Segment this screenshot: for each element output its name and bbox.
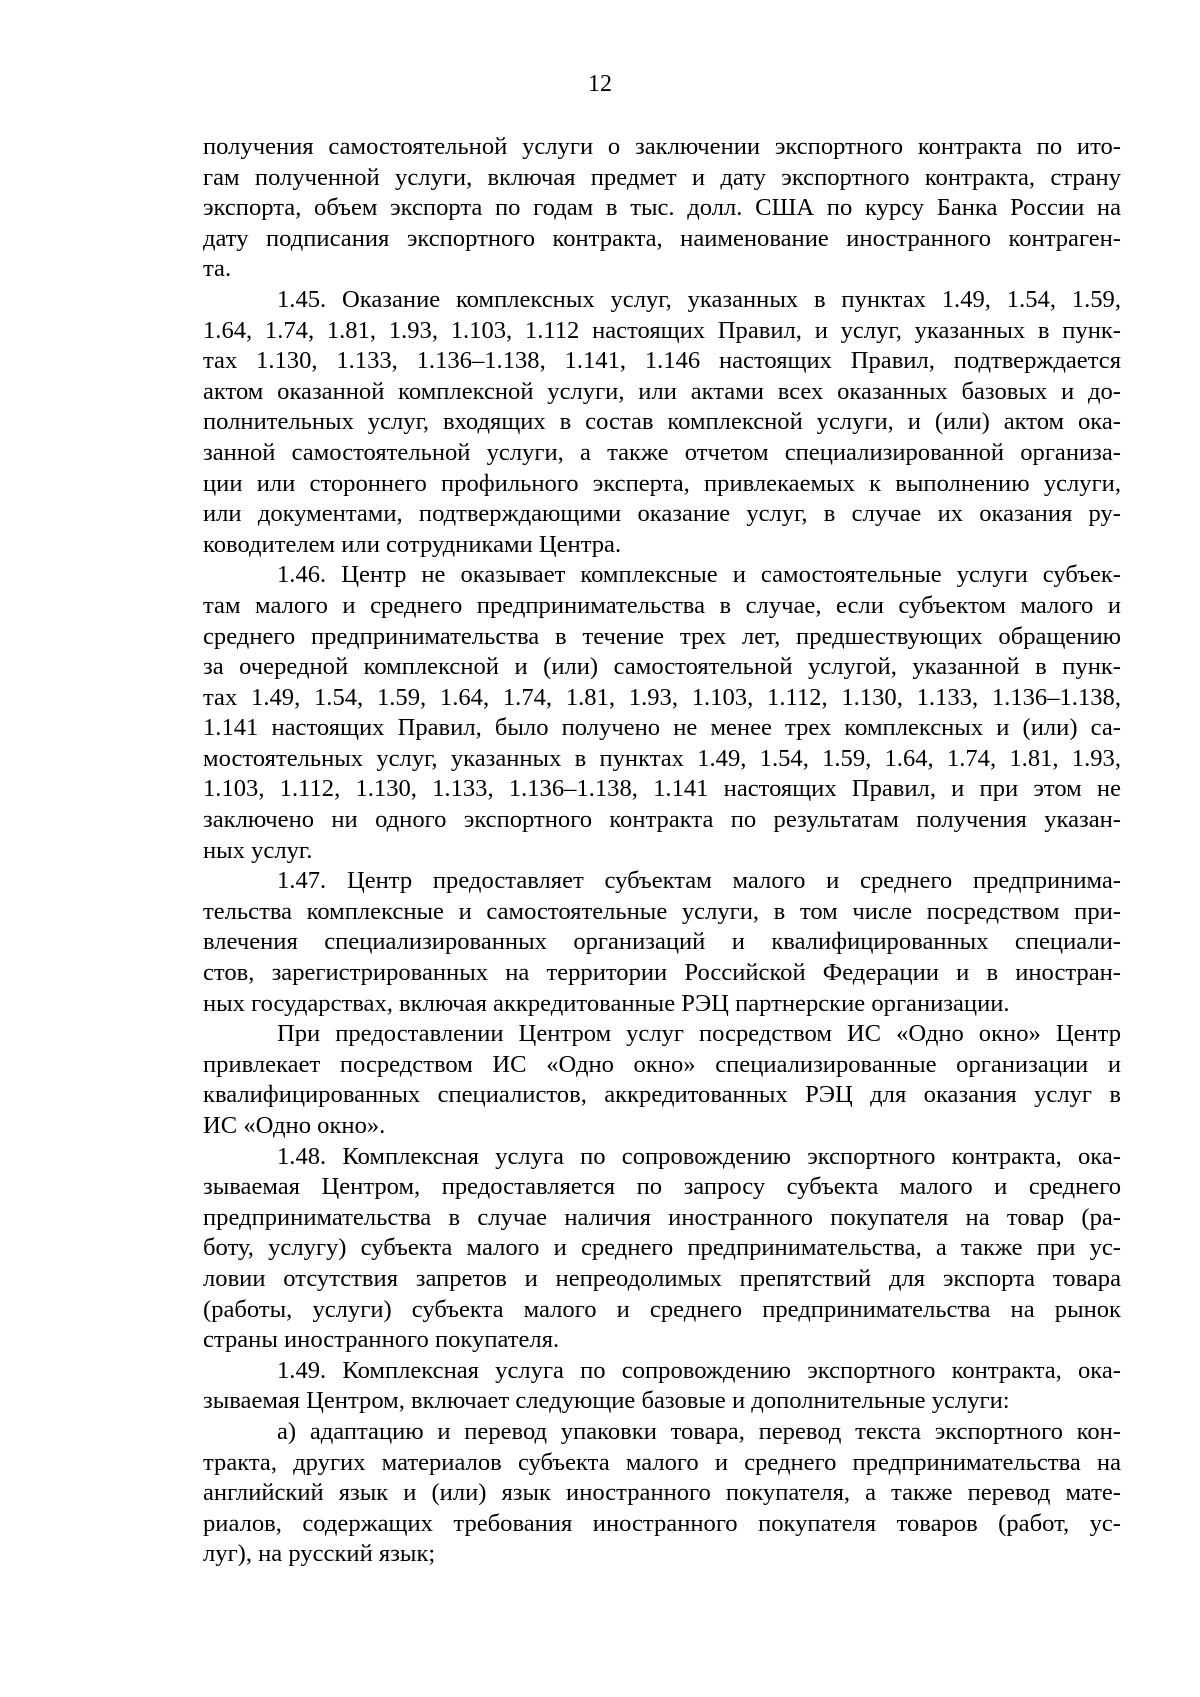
text-line: за очередной комплексной и (или) самостоятельной услугой, указанной в пунк-: [203, 653, 1121, 681]
text-line: среднего предпринимательства в течение трех лет, предшествующих обращению: [203, 622, 1121, 650]
paragraph-continuation: [203, 132, 1121, 285]
text-line: зываемая Центром, предоставляется по запросу субъекта малого и среднего: [203, 1173, 1121, 1201]
text-line: боту, услугу) субъекта малого и среднего предпринимательства, а также при ус-: [203, 1234, 1121, 1262]
text-line: ных услуг.: [203, 836, 313, 864]
text-line: полнительных услуг, входящих в состав комплексной услуги, и (или) актом ока-: [203, 408, 1121, 436]
text-line: или документами, подтверждающими оказание услуг, в случае их оказания ру-: [203, 500, 1121, 528]
text-line: луг), на русский язык;: [203, 1540, 436, 1568]
text-line: 1.103, 1.112, 1.130, 1.133, 1.136–1.138, 1.141 настоящих Правил, и при этом не: [203, 775, 1121, 803]
text-line: заключено ни одного экспортного контракта по результатам получения указан-: [203, 806, 1121, 834]
text-line: тах 1.130, 1.133, 1.136–1.138, 1.141, 1.146 настоящих Правил, подтверждается: [203, 347, 1121, 375]
text-line: ловии отсутствия запретов и непреодолимых препятствий для экспорта товара: [203, 1264, 1121, 1292]
text-line: актом оказанной комплексной услуги, или актами всех оказанных базовых и до-: [203, 377, 1121, 405]
text-line: зываемая Центром, включает следующие базовые и дополнительные услуги:: [203, 1387, 1010, 1415]
text-line: 1.141 настоящих Правил, было получено не менее трех комплексных и (или) са-: [203, 714, 1121, 742]
text-line: ководителем или сотрудниками Центра.: [203, 530, 622, 558]
text-line: занной самостоятельной услуги, а также отчетом специализированной организа-: [203, 438, 1121, 466]
text-line: та.: [203, 255, 232, 283]
text-line: 1.49. Комплексная услуга по сопровождению экспортного контракта, ока-: [277, 1356, 1121, 1384]
paragraph-p-1-46: [203, 560, 1121, 866]
text-line: гам полученной услуги, включая предмет и дату экспортного контракта, страну: [203, 163, 1121, 191]
text-line: ИС «Одно окно».: [203, 1112, 386, 1139]
text-line: влечения специализированных организаций и квалифицированных специали-: [203, 928, 1121, 956]
text-line: страны иностранного покупателя.: [203, 1326, 560, 1354]
text-line: получения самостоятельной услуги о заключении экспортного контракта по ито-: [203, 133, 1121, 160]
text-line: а) адаптацию и перевод упаковки товара, перевод текста экспортного кон-: [277, 1417, 1121, 1445]
text-line: ции или стороннего профильного эксперта, привлекаемых к выполнению услуги,: [203, 469, 1121, 497]
text-line: (работы, услуги) субъекта малого и среднего предпринимательства на рынок: [203, 1295, 1121, 1323]
text-line: квалифицированных специалистов, аккредитованных РЭЦ для оказания услуг в: [203, 1081, 1121, 1109]
text-line: тракта, других материалов субъекта малого и среднего предпринимательства на: [203, 1448, 1121, 1476]
text-line: предпринимательства в случае наличия иностранного покупателя на товар (ра-: [203, 1203, 1121, 1231]
text-line: привлекает посредством ИС «Одно окно» специализированные организации и: [203, 1050, 1121, 1078]
text-line: 1.45. Оказание комплексных услуг, указанных в пунктах 1.49, 1.54, 1.59,: [277, 285, 1121, 313]
page-number: 12: [588, 71, 612, 97]
text-line: 1.48. Комплексная услуга по сопровождению экспортного контракта, ока-: [277, 1142, 1121, 1170]
text-line: дату подписания экспортного контракта, наименование иностранного контраген-: [203, 224, 1121, 252]
text-line: экспорта, объем экспорта по годам в тыс. долл. США по курсу Банка России на: [203, 194, 1121, 222]
text-line: стов, зарегистрированных на территории Российской Федерации и в иностран-: [203, 959, 1121, 987]
paragraph-p-1-45: [203, 285, 1121, 560]
paragraph-p-1-47: [203, 866, 1121, 1019]
paragraph-p-1-48: [203, 1142, 1121, 1356]
text-line: При предоставлении Центром услуг посредством ИС «Одно окно» Центр: [277, 1020, 1121, 1048]
text-line: риалов, содержащих требования иностранного покупателя товаров (работ, ус-: [203, 1509, 1121, 1537]
document-body: [203, 132, 1121, 1570]
paragraph-p-1-47-odno-okno: [203, 1019, 1121, 1141]
text-line: тельства комплексные и самостоятельные услуги, в том числе посредством при-: [203, 897, 1121, 925]
text-line: там малого и среднего предпринимательства в случае, если субъектом малого и: [203, 591, 1121, 619]
text-line: 1.64, 1.74, 1.81, 1.93, 1.103, 1.112 настоящих Правил, и услуг, указанных в пунк-: [203, 316, 1121, 344]
paragraph-p-1-49: [203, 1356, 1121, 1417]
text-line: мостоятельных услуг, указанных в пунктах 1.49, 1.54, 1.59, 1.64, 1.74, 1.81, 1.93,: [203, 744, 1121, 772]
text-line: 1.47. Центр предоставляет субъектам малого и среднего предпринима-: [277, 867, 1121, 895]
text-line: 1.46. Центр не оказывает комплексные и самостоятельные услуги субъек-: [277, 561, 1121, 589]
text-line: ных государствах, включая аккредитованные РЭЦ партнерские организации.: [203, 989, 1010, 1017]
paragraph-p-1-49-a: [203, 1417, 1121, 1570]
text-line: английский язык и (или) язык иностранного покупателя, а также перевод мате-: [203, 1479, 1121, 1507]
text-line: тах 1.49, 1.54, 1.59, 1.64, 1.74, 1.81, 1.93, 1.103, 1.112, 1.130, 1.133, 1.136–1.138,: [203, 683, 1121, 711]
